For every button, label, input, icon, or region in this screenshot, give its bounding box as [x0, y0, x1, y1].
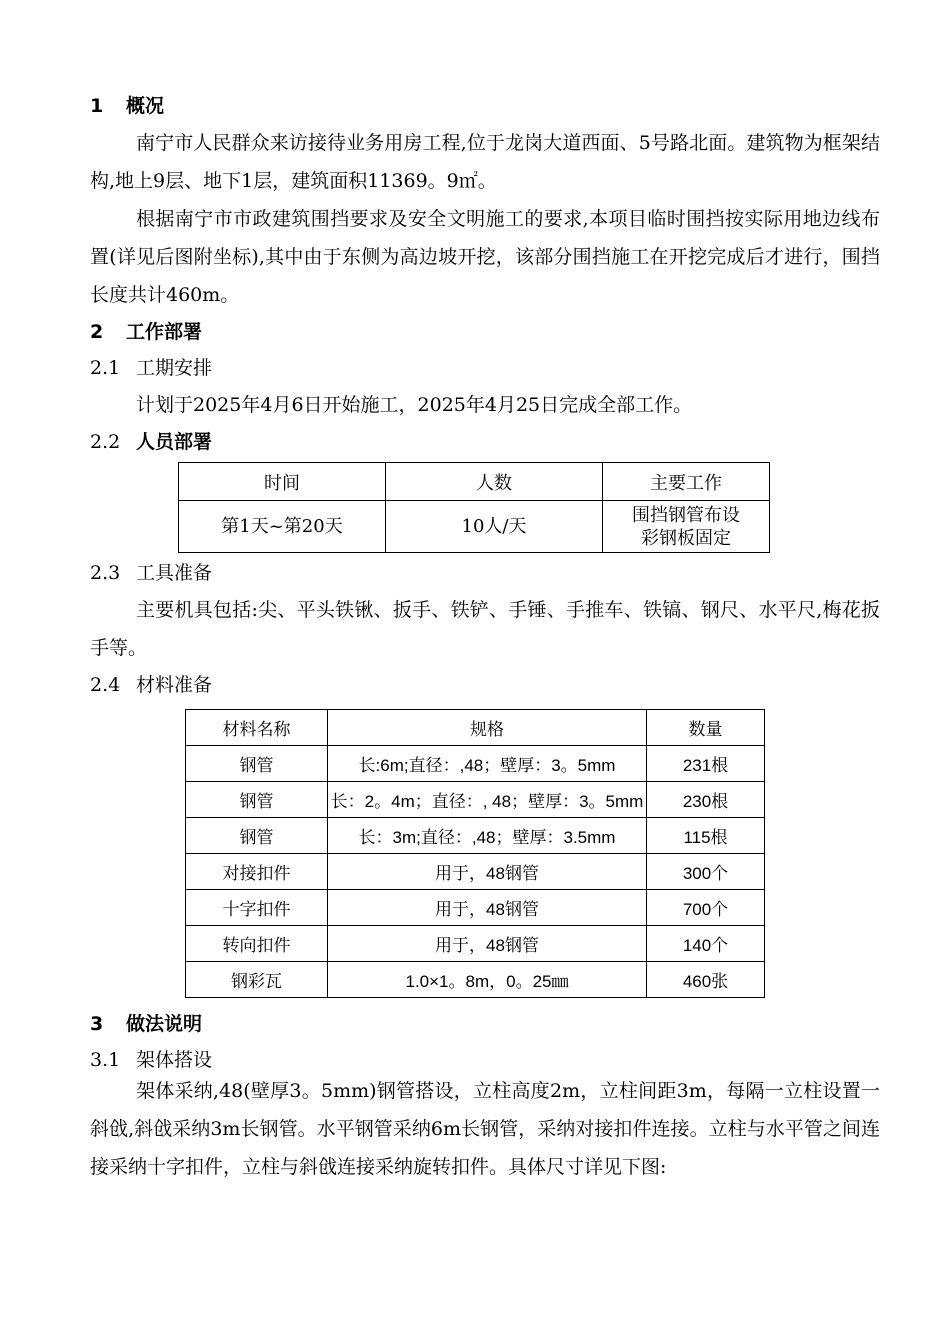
- subsection-2-3-heading: [90, 555, 880, 591]
- subsection-2-2-heading: [90, 424, 880, 460]
- subsection-number: 2.4: [90, 674, 121, 696]
- table-cell-qty: 140个: [647, 926, 765, 962]
- material-table: [185, 709, 765, 998]
- section-title: 工作部署: [126, 321, 203, 343]
- table-cell-spec: 用于，48钢管: [328, 890, 647, 926]
- subsection-title: 工期安排: [136, 357, 213, 379]
- schedule-paragraph: 计划于2025年4月6日开始施工，2025年4月25日完成全部工作。: [136, 394, 693, 416]
- subsection-number: 3.1: [90, 1049, 121, 1071]
- overview-paragraph-1: 南宁市人民群众来访接待业务用房工程,位于龙岗大道西面、5号路北面。建筑物为框架结构,地上9层、地下1层，建筑面积11369。9㎡。: [90, 132, 880, 192]
- section-number: 2: [90, 321, 104, 343]
- table-header-row: [186, 710, 765, 746]
- section-title: 做法说明: [126, 1013, 203, 1035]
- subsection-2-1-heading: [90, 350, 880, 386]
- table-header-cell: 规格: [328, 710, 647, 746]
- table-header-cell: 主要工作: [603, 463, 770, 501]
- section-3-heading: [90, 1006, 880, 1042]
- table-cell-count: 10人/天: [386, 501, 603, 553]
- table-cell-spec: 长：3m;直径：,48；壁厚：3.5mm: [328, 818, 647, 854]
- subsection-number: 2.3: [90, 562, 121, 584]
- subsection-title: 人员部署: [136, 431, 213, 453]
- work-line: 彩钢板固定: [641, 527, 731, 549]
- table-cell-work: [603, 501, 770, 553]
- table-row: [186, 782, 765, 818]
- table-row: [179, 501, 770, 553]
- staff-table: [178, 462, 770, 553]
- table-cell-spec: 用于，48钢管: [328, 926, 647, 962]
- table-row: [186, 854, 765, 890]
- table-cell-qty: 700个: [647, 890, 765, 926]
- table-row: [186, 746, 765, 782]
- table-row: [186, 962, 765, 998]
- table-cell-qty: 300个: [647, 854, 765, 890]
- subsection-title: 架体搭设: [136, 1049, 213, 1071]
- table-row: [186, 818, 765, 854]
- table-cell-name: 十字扣件: [186, 890, 328, 926]
- table-cell-name: 钢彩瓦: [186, 962, 328, 998]
- document-page: [90, 88, 880, 1186]
- section-number: 1: [90, 95, 104, 117]
- subsection-title: 工具准备: [136, 562, 213, 584]
- table-header-cell: 人数: [386, 463, 603, 501]
- table-row: [186, 926, 765, 962]
- table-row: [186, 890, 765, 926]
- table-header-row: [179, 463, 770, 501]
- table-header-cell: 数量: [647, 710, 765, 746]
- table-cell-time: 第1天~第20天: [179, 501, 386, 553]
- table-cell-name: 钢管: [186, 746, 328, 782]
- section-title: 概况: [126, 95, 165, 117]
- subsection-2-4-heading: [90, 667, 880, 703]
- subsection-number: 2.1: [90, 357, 121, 379]
- tools-paragraph: 主要机具包括:尖、平头铁锹、扳手、铁铲、手锤、手推车、铁镐、钢尺、水平尺,梅花扳手等。: [90, 599, 880, 659]
- table-cell-spec: 长:6m;直径：,48；壁厚：3。5mm: [328, 746, 647, 782]
- frame-paragraph: 架体采纳,48(壁厚3。5mm)钢管搭设，立柱高度2m，立柱间距3m，每隔一立柱设置一斜戗,斜戗采纳3m长钢管。水平钢管采纳6m长钢管，采纳对接扣件连接。立柱与水平管之间连接采纳十字扣件，立柱与斜戗连接采纳旋转扣件。具体尺寸详见下图:: [90, 1080, 880, 1178]
- table-cell-name: 钢管: [186, 782, 328, 818]
- subsection-title: 材料准备: [136, 674, 213, 696]
- table-cell-qty: 115根: [647, 818, 765, 854]
- table-cell-spec: 长：2。4m；直径：, 48；壁厚：3。5mm: [328, 782, 647, 818]
- section-number: 3: [90, 1013, 104, 1035]
- table-cell-qty: 231根: [647, 746, 765, 782]
- table-cell-name: 转向扣件: [186, 926, 328, 962]
- table-cell-name: 钢管: [186, 818, 328, 854]
- table-cell-spec: 用于，48钢管: [328, 854, 647, 890]
- table-cell-qty: 230根: [647, 782, 765, 818]
- subsection-number: 2.2: [90, 431, 121, 453]
- table-cell-spec: 1.0×1。8m，0。25㎜: [328, 962, 647, 998]
- table-header-cell: 时间: [179, 463, 386, 501]
- section-1-heading: [90, 88, 880, 124]
- overview-paragraph-2: 根据南宁市市政建筑围挡要求及安全文明施工的要求,本项目临时围挡按实际用地边线布置(详见后图附坐标),其中由于东侧为高边坡开挖，该部分围挡施工在开挖完成后才进行，围挡长度共计460m。: [90, 208, 880, 306]
- work-line: 围挡钢管布设: [632, 504, 740, 526]
- table-header-cell: 材料名称: [186, 710, 328, 746]
- section-2-heading: [90, 314, 880, 350]
- table-cell-name: 对接扣件: [186, 854, 328, 890]
- table-cell-qty: 460张: [647, 962, 765, 998]
